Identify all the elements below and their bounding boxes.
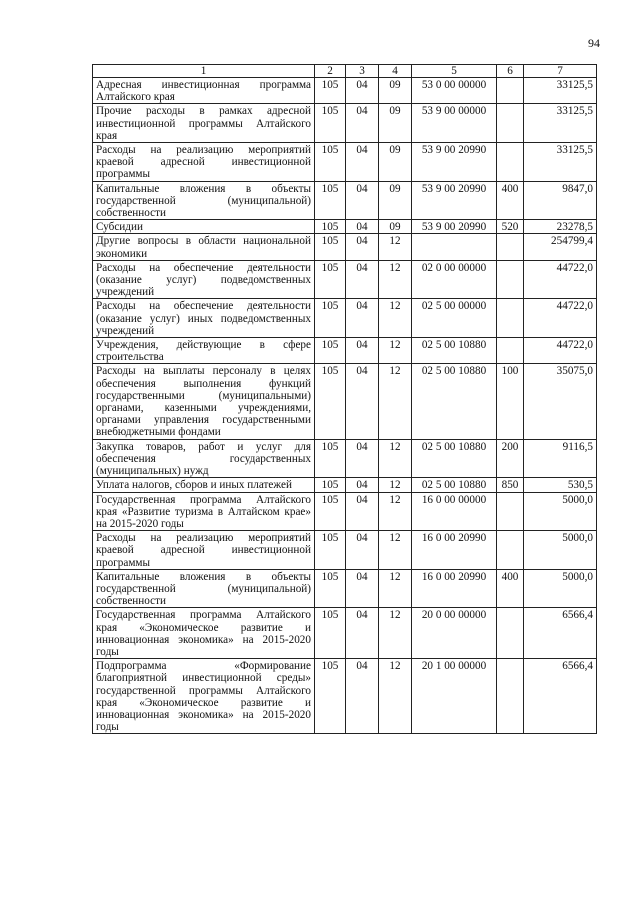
- target-article-code: 20 1 00 00000: [412, 659, 497, 734]
- target-article-code: 53 9 00 20990: [412, 143, 497, 182]
- budget-item-name: Расходы на обеспечение деятельности (оказание услуг) иных подведомственных учреждений: [93, 299, 315, 338]
- amount-value: 44722,0: [524, 299, 597, 338]
- table-row: [93, 439, 597, 478]
- section-code: 04: [346, 569, 379, 608]
- expense-type-code: [497, 104, 524, 143]
- department-code: 105: [315, 299, 346, 338]
- subsection-code: 12: [379, 659, 412, 734]
- table-header-row: [93, 65, 597, 78]
- section-code: 04: [346, 234, 379, 260]
- expense-type-code: [497, 531, 524, 570]
- subsection-code: 09: [379, 220, 412, 234]
- subsection-code: 12: [379, 234, 412, 260]
- budget-item-name: Прочие расходы в рамках адресной инвестиционной программы Алтайского края: [93, 104, 315, 143]
- section-code: 04: [346, 143, 379, 182]
- expense-type-code: [497, 143, 524, 182]
- column-header: 7: [524, 65, 597, 78]
- column-header: 3: [346, 65, 379, 78]
- department-code: 105: [315, 143, 346, 182]
- amount-value: 6566,4: [524, 659, 597, 734]
- subsection-code: 12: [379, 299, 412, 338]
- department-code: 105: [315, 234, 346, 260]
- amount-value: 9116,5: [524, 439, 597, 478]
- department-code: 105: [315, 492, 346, 531]
- expense-type-code: [497, 659, 524, 734]
- expense-type-code: [497, 608, 524, 659]
- column-header: 2: [315, 65, 346, 78]
- target-article-code: 16 0 00 00000: [412, 492, 497, 531]
- department-code: 105: [315, 659, 346, 734]
- expense-type-code: 400: [497, 181, 524, 220]
- subsection-code: 09: [379, 143, 412, 182]
- subsection-code: 09: [379, 104, 412, 143]
- department-code: 105: [315, 220, 346, 234]
- amount-value: 35075,0: [524, 364, 597, 439]
- department-code: 105: [315, 260, 346, 299]
- target-article-code: 02 5 00 10880: [412, 338, 497, 364]
- table-row: [93, 104, 597, 143]
- subsection-code: 12: [379, 478, 412, 492]
- section-code: 04: [346, 531, 379, 570]
- department-code: 105: [315, 104, 346, 143]
- table-body: [93, 78, 597, 734]
- subsection-code: 12: [379, 439, 412, 478]
- amount-value: 44722,0: [524, 338, 597, 364]
- column-header: 4: [379, 65, 412, 78]
- department-code: 105: [315, 181, 346, 220]
- department-code: 105: [315, 78, 346, 104]
- table-row: [93, 78, 597, 104]
- page-number: 94: [588, 36, 600, 50]
- budget-item-name: Расходы на выплаты персоналу в целях обеспечения выполнения функций государственными (муниципальными) органами, казенными учреждениями, органами управления государственными внебюджетными фондами: [93, 364, 315, 439]
- subsection-code: 12: [379, 260, 412, 299]
- table-row: [93, 143, 597, 182]
- budget-item-name: Уплата налогов, сборов и иных платежей: [93, 478, 315, 492]
- section-code: 04: [346, 478, 379, 492]
- target-article-code: 53 9 00 00000: [412, 104, 497, 143]
- budget-item-name: Государственная программа Алтайского края «Развитие туризма в Алтайском крае» на 2015-2020 годы: [93, 492, 315, 531]
- table-row: [93, 220, 597, 234]
- budget-item-name: Субсидии: [93, 220, 315, 234]
- amount-value: 5000,0: [524, 569, 597, 608]
- section-code: 04: [346, 299, 379, 338]
- expense-type-code: [497, 78, 524, 104]
- column-header: 6: [497, 65, 524, 78]
- department-code: 105: [315, 569, 346, 608]
- amount-value: 23278,5: [524, 220, 597, 234]
- amount-value: 33125,5: [524, 104, 597, 143]
- budget-item-name: Другие вопросы в области национальной экономики: [93, 234, 315, 260]
- table-row: [93, 492, 597, 531]
- table-row: [93, 234, 597, 260]
- target-article-code: 53 0 00 00000: [412, 78, 497, 104]
- expense-type-code: 200: [497, 439, 524, 478]
- target-article-code: 02 5 00 00000: [412, 299, 497, 338]
- table-row: [93, 299, 597, 338]
- subsection-code: 12: [379, 531, 412, 570]
- department-code: 105: [315, 439, 346, 478]
- target-article-code: 02 5 00 10880: [412, 439, 497, 478]
- column-header: 1: [93, 65, 315, 78]
- table-row: [93, 659, 597, 734]
- subsection-code: 09: [379, 181, 412, 220]
- section-code: 04: [346, 338, 379, 364]
- target-article-code: 02 5 00 10880: [412, 364, 497, 439]
- table-row: [93, 569, 597, 608]
- section-code: 04: [346, 260, 379, 299]
- table-row: [93, 531, 597, 570]
- target-article-code: 16 0 00 20990: [412, 531, 497, 570]
- budget-item-name: Капитальные вложения в объекты государственной (муниципальной) собственности: [93, 569, 315, 608]
- expense-type-code: [497, 299, 524, 338]
- subsection-code: 12: [379, 608, 412, 659]
- target-article-code: 53 9 00 20990: [412, 220, 497, 234]
- amount-value: 33125,5: [524, 78, 597, 104]
- target-article-code: [412, 234, 497, 260]
- target-article-code: 02 0 00 00000: [412, 260, 497, 299]
- table-row: [93, 478, 597, 492]
- section-code: 04: [346, 608, 379, 659]
- amount-value: 9847,0: [524, 181, 597, 220]
- amount-value: 5000,0: [524, 531, 597, 570]
- subsection-code: 12: [379, 338, 412, 364]
- section-code: 04: [346, 78, 379, 104]
- budget-table: [92, 64, 597, 734]
- expense-type-code: [497, 260, 524, 299]
- budget-item-name: Расходы на реализацию мероприятий краевой адресной инвестиционной программы: [93, 531, 315, 570]
- budget-item-name: Капитальные вложения в объекты государственной (муниципальной) собственности: [93, 181, 315, 220]
- expense-type-code: [497, 234, 524, 260]
- department-code: 105: [315, 478, 346, 492]
- expense-type-code: 520: [497, 220, 524, 234]
- section-code: 04: [346, 439, 379, 478]
- expense-type-code: [497, 492, 524, 531]
- subsection-code: 09: [379, 78, 412, 104]
- amount-value: 5000,0: [524, 492, 597, 531]
- department-code: 105: [315, 608, 346, 659]
- section-code: 04: [346, 364, 379, 439]
- target-article-code: 02 5 00 10880: [412, 478, 497, 492]
- amount-value: 33125,5: [524, 143, 597, 182]
- amount-value: 254799,4: [524, 234, 597, 260]
- amount-value: 6566,4: [524, 608, 597, 659]
- expense-type-code: [497, 338, 524, 364]
- table-row: [93, 608, 597, 659]
- budget-item-name: Расходы на реализацию мероприятий краевой адресной инвестиционной программы: [93, 143, 315, 182]
- target-article-code: 16 0 00 20990: [412, 569, 497, 608]
- table-row: [93, 364, 597, 439]
- subsection-code: 12: [379, 492, 412, 531]
- table-row: [93, 338, 597, 364]
- target-article-code: 20 0 00 00000: [412, 608, 497, 659]
- subsection-code: 12: [379, 569, 412, 608]
- column-header: 5: [412, 65, 497, 78]
- table-row: [93, 181, 597, 220]
- subsection-code: 12: [379, 364, 412, 439]
- department-code: 105: [315, 531, 346, 570]
- department-code: 105: [315, 338, 346, 364]
- section-code: 04: [346, 492, 379, 531]
- section-code: 04: [346, 181, 379, 220]
- budget-item-name: Подпрограмма «Формирование благоприятной инвестиционной среды» государственной программы Алтайского края «Экономическое развитие и инновационная экономика» на 2015-2020 годы: [93, 659, 315, 734]
- expense-type-code: 850: [497, 478, 524, 492]
- budget-item-name: Учреждения, действующие в сфере строительства: [93, 338, 315, 364]
- target-article-code: 53 9 00 20990: [412, 181, 497, 220]
- budget-item-name: Адресная инвестиционная программа Алтайского края: [93, 78, 315, 104]
- expense-type-code: 100: [497, 364, 524, 439]
- amount-value: 530,5: [524, 478, 597, 492]
- amount-value: 44722,0: [524, 260, 597, 299]
- budget-item-name: Расходы на обеспечение деятельности (оказание услуг) подведомственных учреждений: [93, 260, 315, 299]
- section-code: 04: [346, 659, 379, 734]
- budget-item-name: Государственная программа Алтайского края «Экономическое развитие и инновационная экономика» на 2015-2020 годы: [93, 608, 315, 659]
- expense-type-code: 400: [497, 569, 524, 608]
- section-code: 04: [346, 104, 379, 143]
- section-code: 04: [346, 220, 379, 234]
- budget-item-name: Закупка товаров, работ и услуг для обеспечения государственных (муниципальных) нужд: [93, 439, 315, 478]
- department-code: 105: [315, 364, 346, 439]
- table-row: [93, 260, 597, 299]
